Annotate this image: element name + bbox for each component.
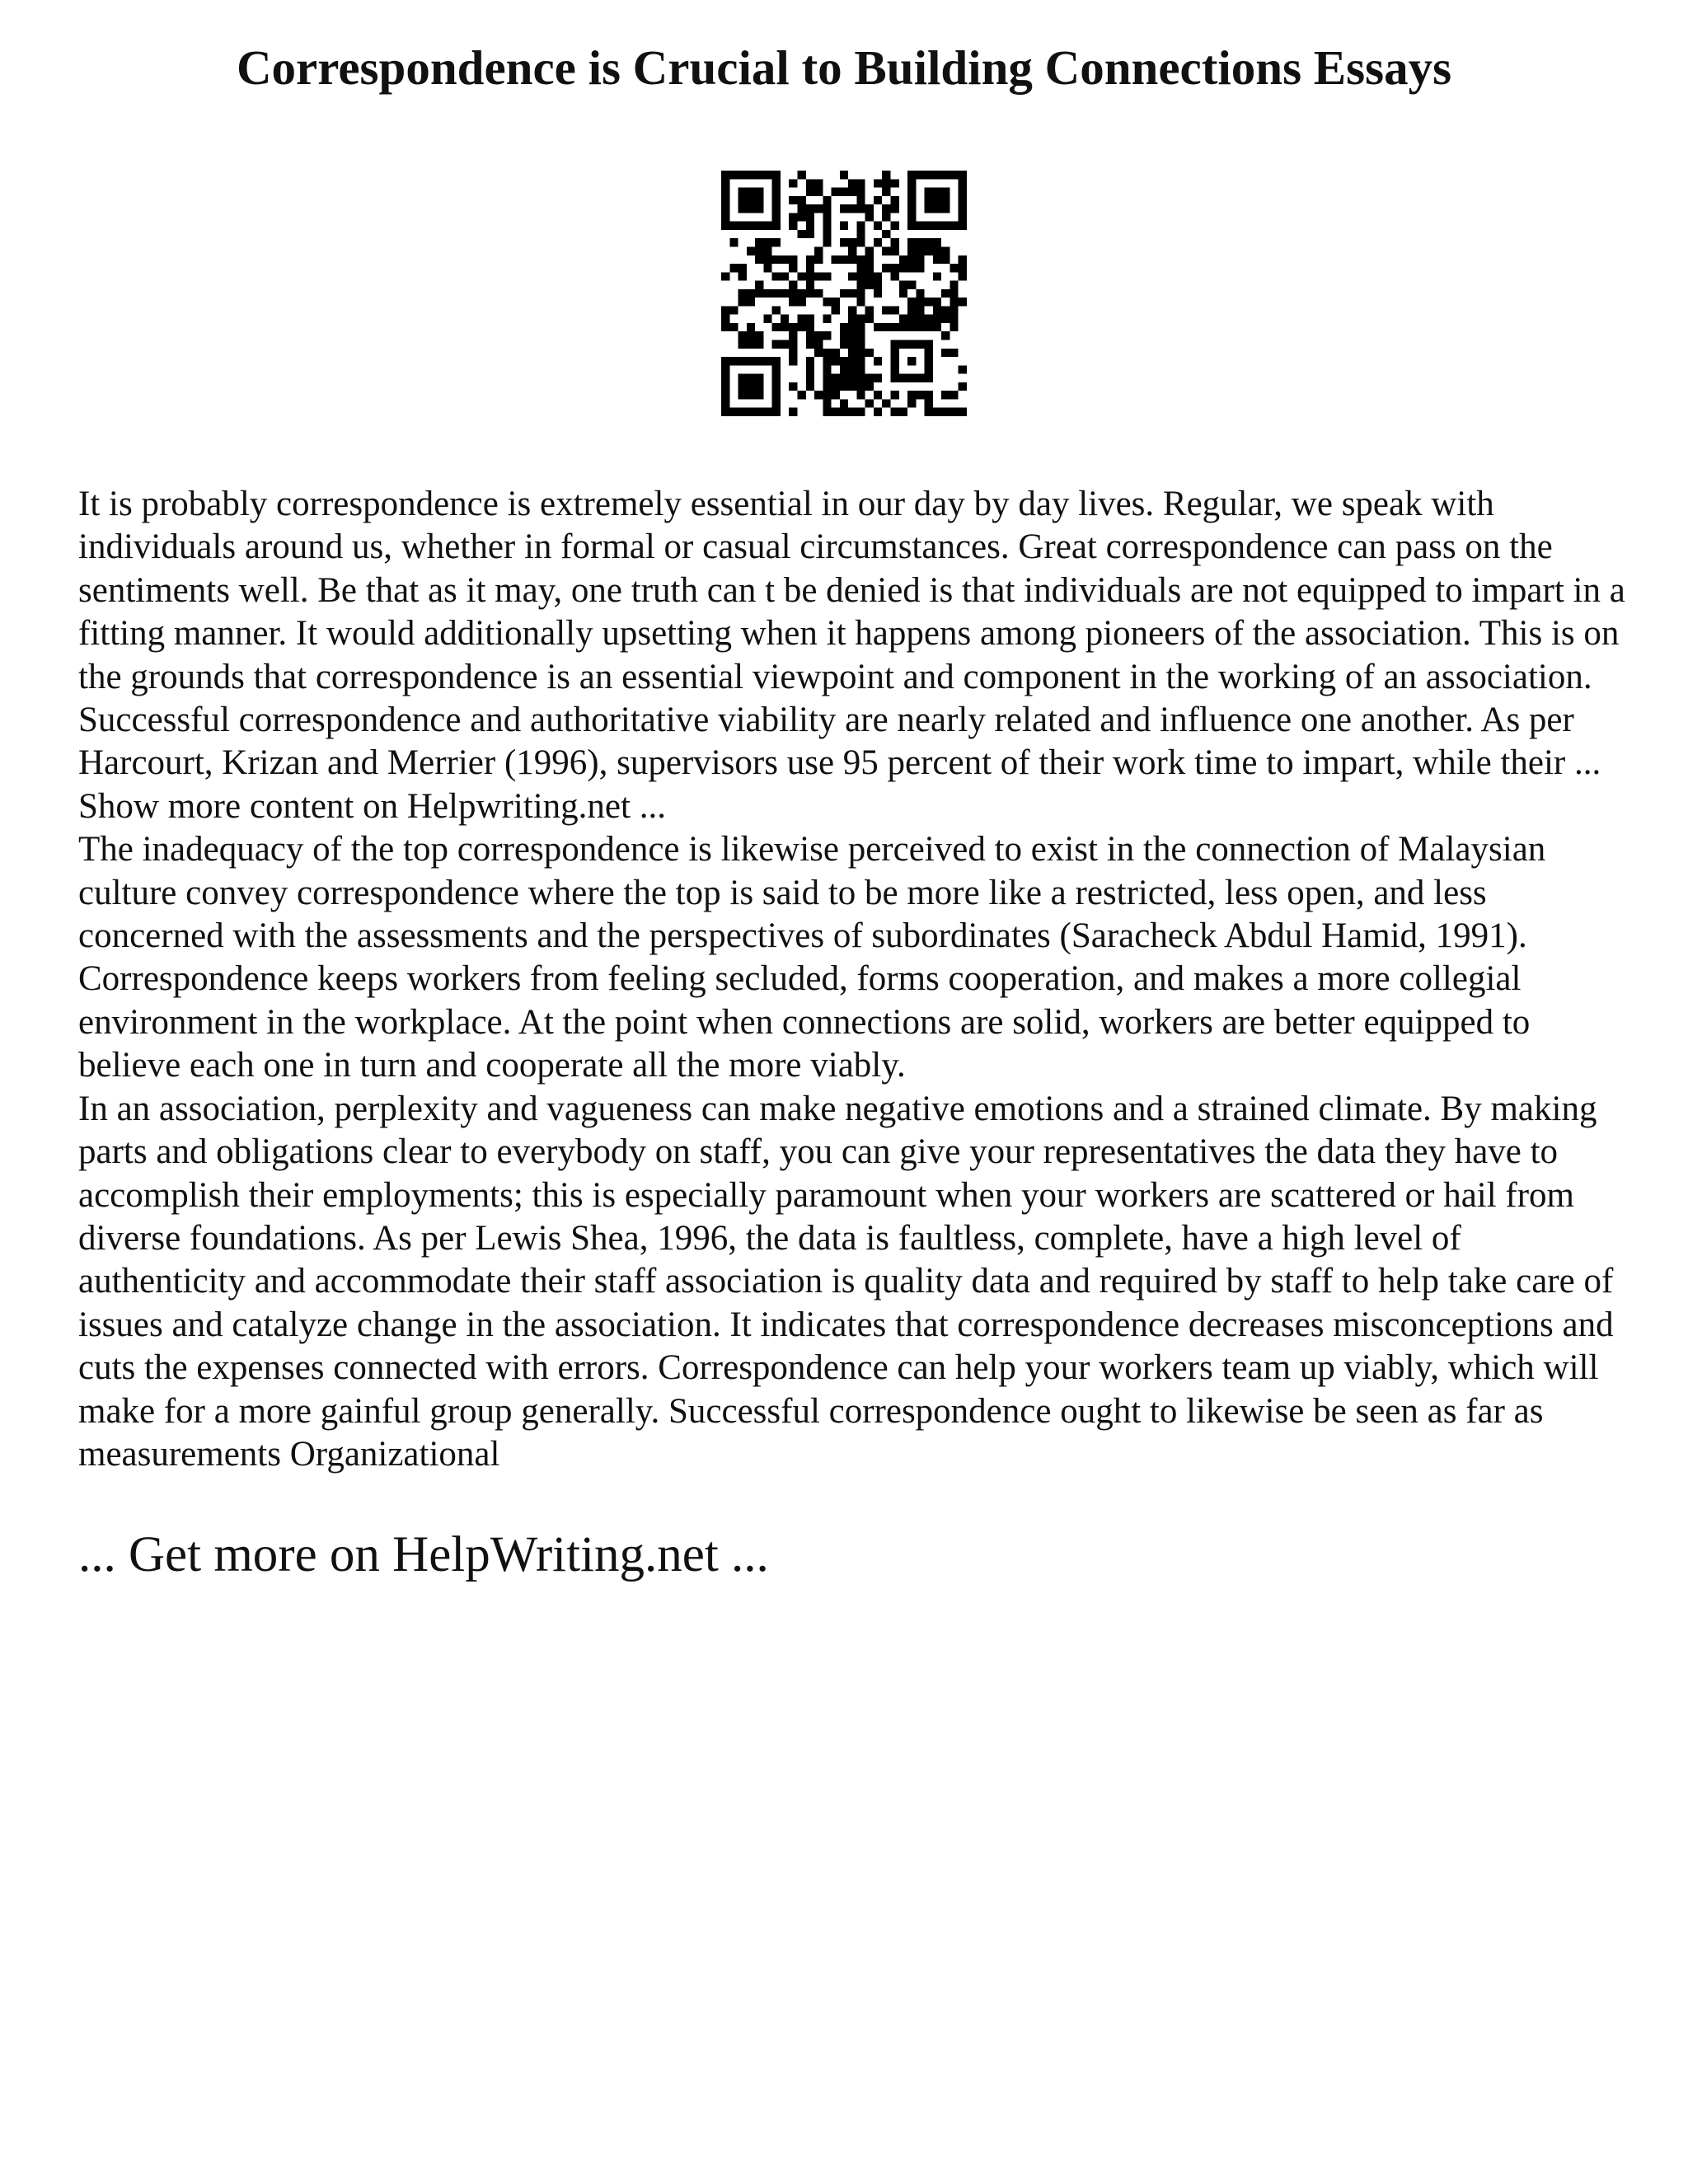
page-title: Correspondence is Crucial to Building Connections Essays: [236, 40, 1452, 95]
essay-paragraph-3: In an association, perplexity and vagueness can make negative emotions and a strained climate. By making parts and obligations clear to everybody on staff, you can give your representatives the data they have to accomplish their employments; this is especially paramount when your workers are scattered or hail from diverse foundations. As per Lewis Shea, 1996, the data is faultless, complete, have a high level of authenticity and accommodate their staff association is quality data and required by staff to help take care of issues and catalyze change in the association. It indicates that correspondence decreases misconceptions and cuts the expenses connected with errors. Correspondence can help your workers team up viably, which will make for a more gainful group generally. Successful correspondence ought to likewise be seen as far as measurements Organizational: [78, 1089, 1614, 1474]
get-more-link[interactable]: ... Get more on HelpWriting.net ...: [78, 1527, 769, 1582]
essay-body: [78, 483, 1628, 1476]
qr-code-icon: [721, 171, 967, 416]
essay-paragraph-1: It is probably correspondence is extremely essential in our day by day lives. Regular, we speak with individuals around us, whether in formal or casual circumstances. Great correspondence can pass on the sentiments well. Be that as it may, one truth can t be denied is that individuals are not equipped to impart in a fitting manner. It would additionally upsetting when it happens among pioneers of the association. This is on the grounds that correspondence is an essential viewpoint and component in the working of an association. Successful correspondence and authoritative viability are nearly related and influence one another. As per Harcourt, Krizan and Merrier (1996), supervisors use 95 percent of their work time to impart, while their ... Show more content on Helpwriting.net ...: [78, 485, 1625, 826]
essay-paragraph-2: The inadequacy of the top correspondence is likewise perceived to exist in the connection of Malaysian culture convey correspondence where the top is said to be more like a restricted, less open, and less concerned with the assessments and the perspectives of subordinates (Saracheck Abdul Hamid, 1991). Correspondence keeps workers from feeling secluded, forms cooperation, and makes a more collegial environment in the workplace. At the point when connections are solid, workers are better equipped to believe each one in turn and cooperate all the more viably.: [78, 830, 1546, 1085]
